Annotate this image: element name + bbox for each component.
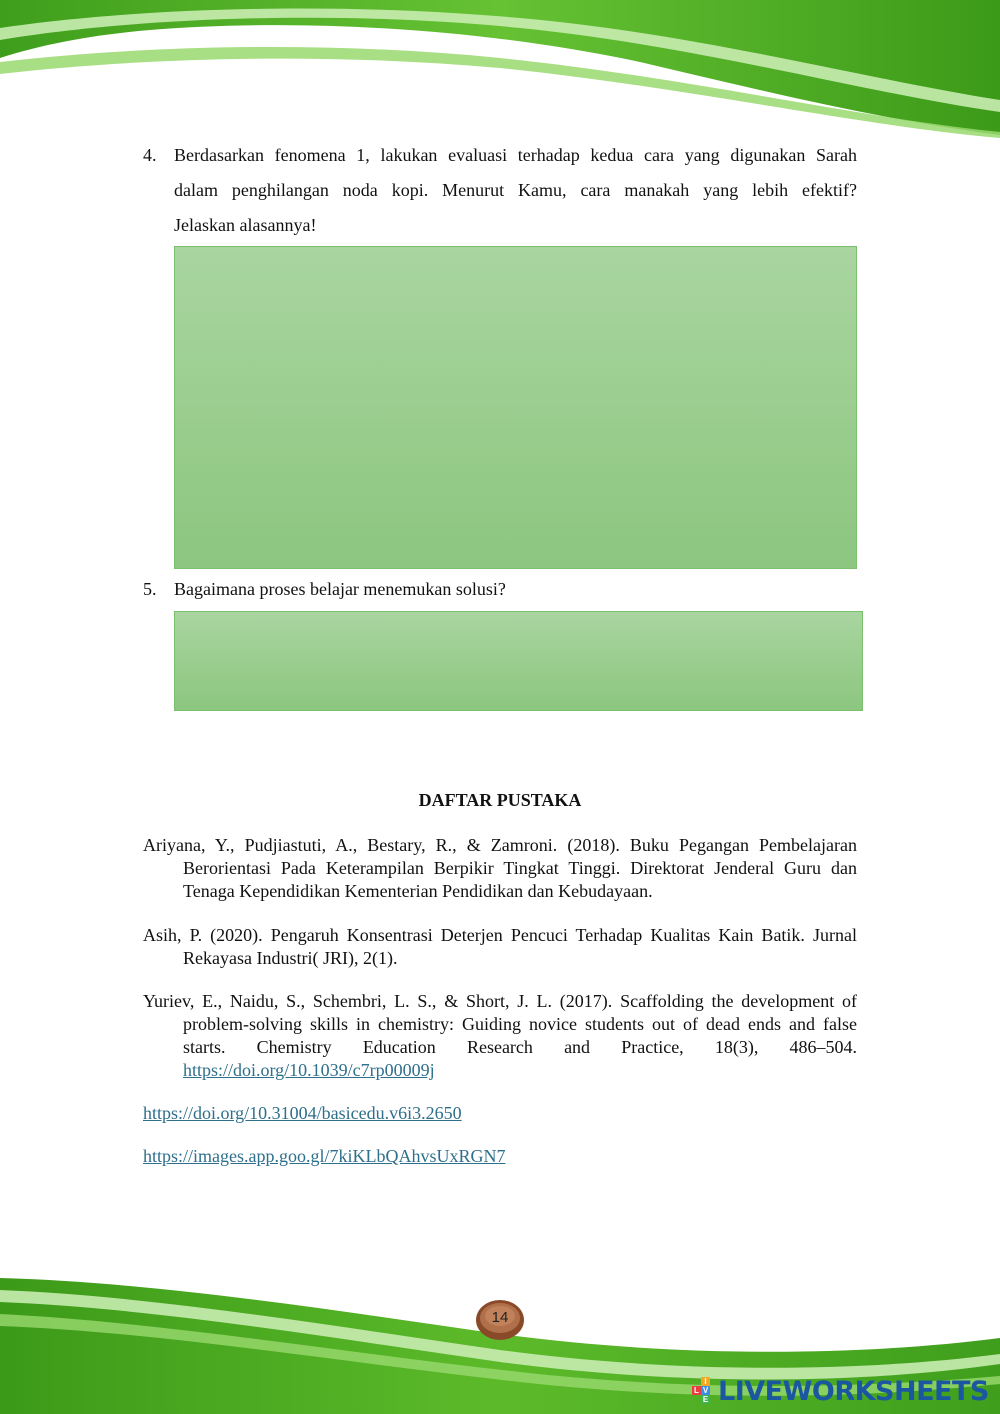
reference-item bbox=[143, 924, 857, 970]
page-number: 14 bbox=[491, 1309, 509, 1326]
logo-letter: L bbox=[692, 1386, 701, 1395]
references-heading: DAFTAR PUSTAKA bbox=[418, 790, 582, 810]
liveworksheets-logo-icon bbox=[692, 1377, 716, 1405]
question-5 bbox=[143, 572, 857, 607]
question-text-line: Bagaimana proses belajar menemukan solusi? bbox=[174, 579, 506, 599]
question-number: 5. bbox=[143, 579, 157, 599]
question-text-line: dalam penghilangan noda kopi. Menurut Kamu, cara manakah yang lebih efektif? bbox=[174, 180, 857, 200]
reference-text: Asih, P. (2020). Pengaruh Konsentrasi Deterjen Pencuci Terhadap Kualitas Kain Batik. Jurnal Rekayasa Industri( JRI), 2(1). bbox=[143, 925, 857, 968]
question-4 bbox=[143, 138, 857, 243]
brand-name: LIVEWORKSHEETS bbox=[718, 1375, 989, 1407]
question-text-line: Berdasarkan fenomena 1, lakukan evaluasi terhadap kedua cara yang digunakan Sarah bbox=[174, 145, 857, 165]
question-text-line: Jelaskan alasannya! bbox=[174, 215, 317, 235]
reference-text: Yuriev, E., Naidu, S., Schembri, L. S., & Short, J. L. (2017). Scaffolding the development of problem-solving skills in chemistry: Guiding novice students out of dead ends and false starts. Chemistry Education Research and Practice, 18(3), 486–504. bbox=[143, 991, 857, 1057]
reference-link-basicedu[interactable]: https://doi.org/10.31004/basicedu.v6i3.2650 bbox=[143, 1103, 462, 1123]
reference-text: Ariyana, Y., Pudjiastuti, A., Bestary, R., & Zamroni. (2018). Buku Pegangan Pembelajaran Berorientasi Pada Keterampilan Berpikir Tingkat Tinggi. Direktorat Jenderal Guru dan Tenaga Kependidikan Kementerian Pendidikan dan Kebudayaan. bbox=[143, 835, 857, 901]
reference-doi-link[interactable]: https://doi.org/10.1039/c7rp00009j bbox=[183, 1060, 435, 1080]
answer-input-4[interactable] bbox=[174, 246, 857, 569]
logo-letter: V bbox=[702, 1386, 709, 1395]
logo-letter: E bbox=[702, 1395, 709, 1404]
reference-item bbox=[143, 834, 857, 903]
reference-link-images[interactable]: https://images.app.goo.gl/7kiKLbQAhvsUxRGN7 bbox=[143, 1146, 506, 1166]
answer-input-5[interactable] bbox=[174, 611, 863, 711]
question-number: 4. bbox=[143, 145, 157, 165]
header-wave-decoration bbox=[0, 0, 1000, 140]
reference-item bbox=[143, 990, 857, 1082]
liveworksheets-brand bbox=[692, 1374, 989, 1408]
logo-letter: I bbox=[701, 1377, 710, 1386]
